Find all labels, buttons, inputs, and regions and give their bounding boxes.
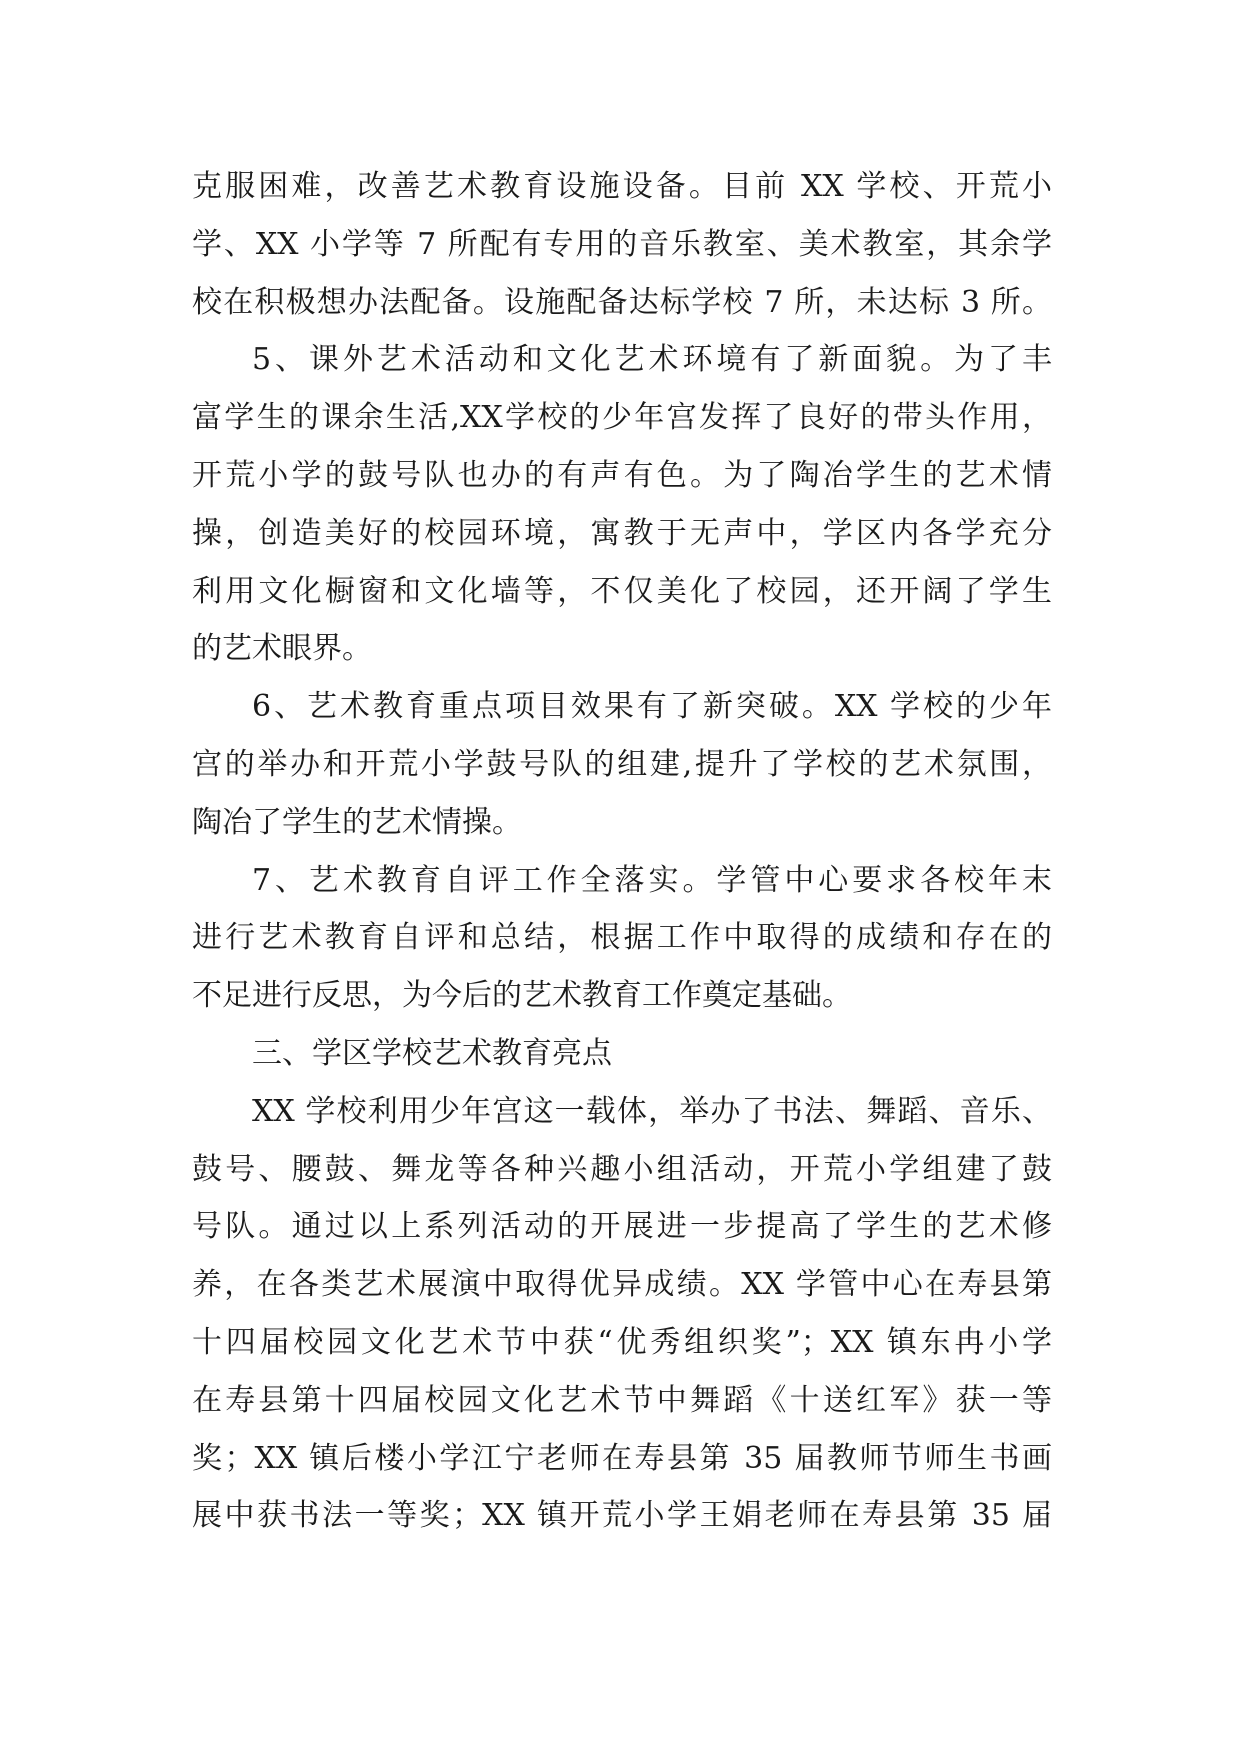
text-line: 号队。通过以上系列活动的开展进一步提高了学生的艺术修 — [192, 1209, 1052, 1245]
text-line: 校在积极想办法配备。设施配备达标学校 7 所，未达标 3 所。 — [192, 284, 1052, 320]
text-line: 利用文化橱窗和文化墙等，不仅美化了校园，还开阔了学生 — [192, 573, 1052, 609]
text-line: 奖；XX 镇后楼小学江宁老师在寿县第 35 届教师节师生书画 — [192, 1440, 1052, 1476]
document-body — [192, 158, 1052, 1545]
text-line: 展中获书法一等奖；XX 镇开荒小学王娟老师在寿县第 35 届 — [192, 1498, 1052, 1534]
text-line: 宫的举办和开荒小学鼓号队的组建,提升了学校的艺术氛围， — [192, 746, 1052, 782]
text-line: 养，在各类艺术展演中取得优异成绩。XX 学管中心在寿县第 — [192, 1267, 1052, 1303]
text-line: 的艺术眼界。 — [192, 631, 372, 667]
text-line: 进行艺术教育自评和总结，根据工作中取得的成绩和存在的 — [192, 920, 1052, 956]
text-line: 十四届校园文化艺术节中获“优秀组织奖”；XX 镇东冉小学 — [192, 1324, 1052, 1360]
text-line: 在寿县第十四届校园文化艺术节中舞蹈《十送红军》获一等 — [192, 1382, 1052, 1418]
text-line: 鼓号、腰鼓、舞龙等各种兴趣小组活动，开荒小学组建了鼓 — [192, 1151, 1052, 1187]
text-line: 操，创造美好的校园环境，寓教于无声中，学区内各学充分 — [192, 515, 1052, 551]
text-line: 学、XX 小学等 7 所配有专用的音乐教室、美术教室，其余学 — [192, 226, 1052, 262]
text-line: 不足进行反思，为今后的艺术教育工作奠定基础。 — [192, 978, 852, 1014]
paragraph-7-start: 7、艺术教育自评工作全落实。学管中心要求各校年末 — [252, 862, 1052, 898]
text-line: 开荒小学的鼓号队也办的有声有色。为了陶冶学生的艺术情 — [192, 457, 1052, 493]
paragraph-5-start: 5、课外艺术活动和文化艺术环境有了新面貌。为了丰 — [252, 342, 1052, 378]
text-line: 富学生的课余生活,XX学校的少年宫发挥了良好的带头作用， — [192, 400, 1052, 436]
section-heading: 三、学区学校艺术教育亮点 — [252, 1035, 612, 1071]
text-line: 陶冶了学生的艺术情操。 — [192, 804, 522, 840]
text-line: 克服困难，改善艺术教育设施设备。目前 XX 学校、开荒小 — [192, 169, 1052, 204]
paragraph-6-start: 6、艺术教育重点项目效果有了新突破。XX 学校的少年 — [252, 689, 1052, 725]
paragraph-highlights-start: XX 学校利用少年宫这一载体，举办了书法、舞蹈、音乐、 — [252, 1093, 1052, 1129]
